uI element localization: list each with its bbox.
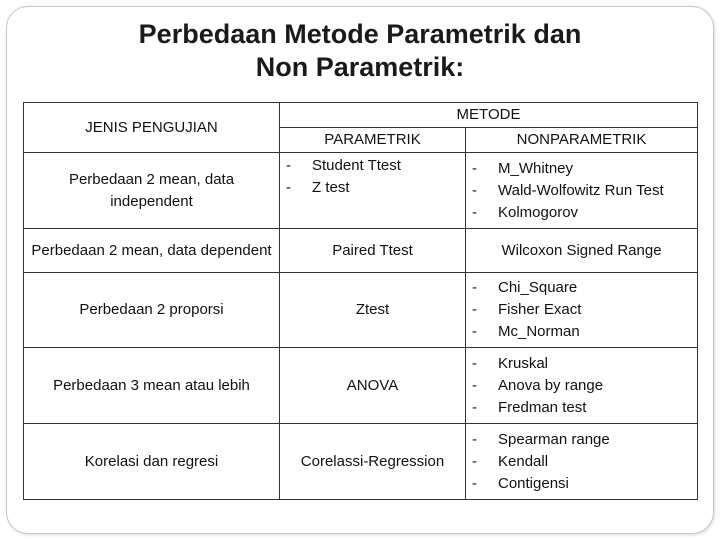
parametrik-cell: Corelassi-Regression (280, 424, 466, 500)
list-item: - Fredman test (472, 397, 693, 419)
table-row (24, 229, 698, 273)
list-item: - Fisher Exact (472, 299, 693, 321)
header-row (24, 103, 698, 128)
jenis-cell: Perbedaan 2 mean, data independent (24, 153, 280, 229)
parametrik-cell: ANOVA (280, 348, 466, 424)
parametrik-cell: Ztest (280, 273, 466, 348)
header-parametrik: PARAMETRIK (280, 128, 466, 153)
list-item: - Anova by range (472, 375, 693, 397)
jenis-cell: Korelasi dan regresi (24, 424, 280, 500)
header-jenis-pengujian: JENIS PENGUJIAN (24, 103, 280, 153)
jenis-cell: Perbedaan 3 mean atau lebih (24, 348, 280, 424)
table-row (24, 273, 698, 348)
list-item: - M_Whitney (472, 158, 693, 180)
jenis-cell: Perbedaan 2 mean, data dependent (24, 229, 280, 273)
table-row (24, 424, 698, 500)
slide-title (0, 18, 720, 84)
header-metode: METODE (280, 103, 698, 128)
list-item: - Wald-Wolfowitz Run Test (472, 180, 693, 202)
list-item: - Z test (286, 177, 461, 199)
parametrik-cell (280, 153, 466, 229)
list-item: - Student Ttest (286, 155, 461, 177)
table-row (24, 348, 698, 424)
parametrik-cell: Paired Ttest (280, 229, 466, 273)
nonparametrik-cell (466, 153, 698, 229)
title-line-1: Perbedaan Metode Parametrik dan (138, 19, 582, 49)
nonparametrik-cell (466, 348, 698, 424)
nonparametrik-cell: Wilcoxon Signed Range (466, 229, 698, 273)
nonparametrik-cell (466, 424, 698, 500)
list-item: - Chi_Square (472, 277, 693, 299)
list-item: - Mc_Norman (472, 321, 693, 343)
list-item: - Kolmogorov (472, 202, 693, 224)
list-item: - Contigensi (472, 473, 693, 495)
list-item: - Spearman range (472, 429, 693, 451)
list-item: - Kendall (472, 451, 693, 473)
jenis-cell: Perbedaan 2 proporsi (24, 273, 280, 348)
comparison-table (23, 102, 698, 500)
title-line-2: Non Parametrik: (255, 52, 465, 82)
nonparametrik-cell (466, 273, 698, 348)
list-item: - Kruskal (472, 353, 693, 375)
table-row (24, 153, 698, 229)
header-nonparametrik: NONPARAMETRIK (466, 128, 698, 153)
